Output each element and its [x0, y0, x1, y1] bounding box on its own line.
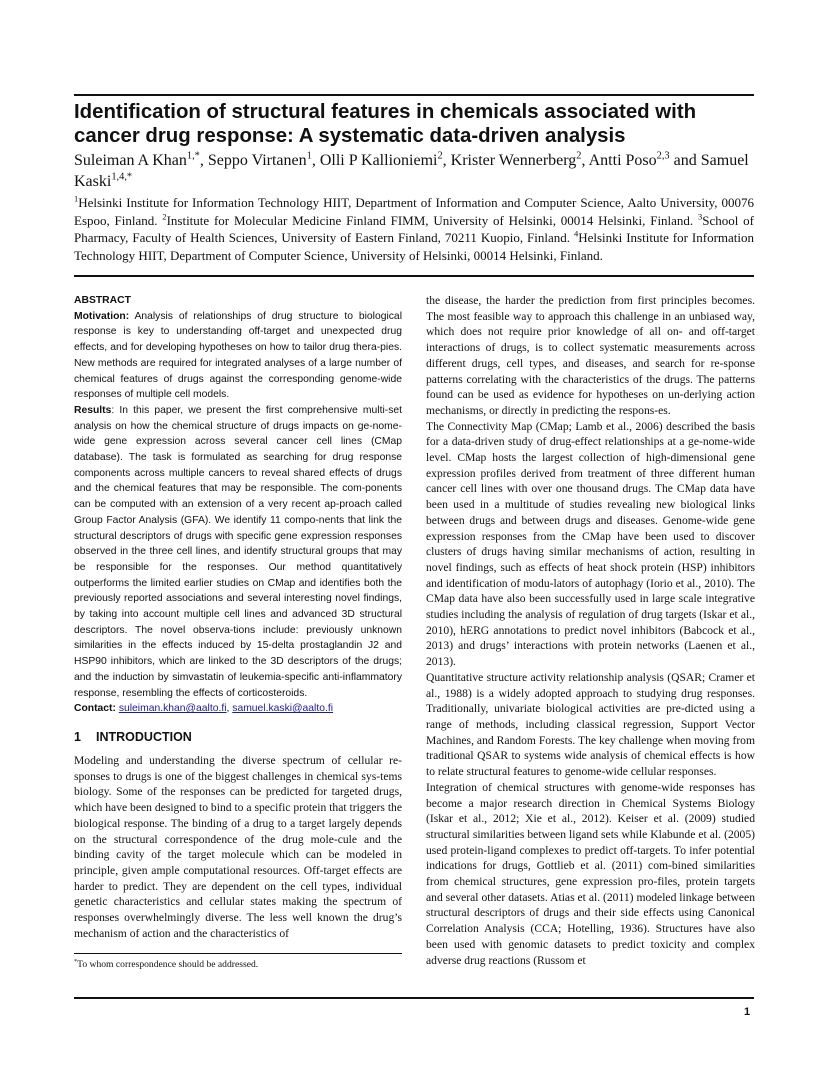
results-text: : In this paper, we present the first comprehensive multi-set analysis on how the chemical structure of drugs impacts on ge-nome-wide gene expression across several cancer cell lines (CMap database). The task is formulated as searching for drug response components across multiple cancers to reveal shared effects of drugs and the chemical features that may be responsible. The com-ponents can be computed with an extension of a very recent ap-proach called Group Factor Analysis (GFA). We identify 11 compo-nents that link the structural descriptors of drugs with specific gene expression responses observed in the three cell lines, and identify structural groups that may be responsible for the responses. Our method quantitatively outperforms the limited earlier studies on CMap and identifies both the previously reported associations and several interesting novel findings, by taking into account multiple cell lines and advanced 3D structural descriptors. The novel observa-tions include: previously unknown similarities in the effects induced by 15-delta prostaglandin J2 and HSP90 inhibitors, which are linked to the 3D descriptors of the drugs; and the induction by simvastatin of leukemia-specific anti-inflammatory response, resembling the effects of corticosteroids. — [74, 404, 402, 699]
author-separator: , — [581, 152, 589, 169]
contact-label: Contact: — [74, 703, 116, 715]
affiliation-mark: 4 — [574, 228, 579, 239]
section-heading-introduction — [74, 729, 402, 745]
author-name: and Samuel Kaski — [74, 152, 749, 190]
footer-rule — [74, 997, 754, 999]
abstract-results — [74, 403, 402, 701]
contact-separator: , — [226, 703, 233, 715]
section-number: 1 — [74, 729, 81, 744]
abstract-contact — [74, 701, 402, 717]
intro-paragraph-1: Modeling and understanding the diverse spectrum of cellular re-sponses to drugs is one of the biggest challenges in chemical sys-tems biology. Some of the responses can be predicted for targeted drugs, which have been designed to bind to a specific protein that triggers the biological response. The binding of a drug to a target largely depends on the structural correspondence of the drug mole-cule and the binding cavity of the target molecule which can be modeled in principle, given ample computational resources. Off-target effects are harder to predict. They are dependent on the cell types, individual genetic characteristics and cellular states making the spectrum of responses overwhelmingly diverse. The less well known the drug’s mechanism of action and the characteristics of — [74, 753, 402, 940]
author-name: Olli P Kallioniemi — [319, 152, 438, 169]
affiliation-mark: 2 — [162, 211, 167, 222]
intro-paragraph-cmap: The Connectivity Map (CMap; Lamb et al., 2006) described the basis for a data-driven study of drug-effect relationships at a ge-nome-wide level. CMap hosts the largest collection of high-dimensional gene expression profiles derived from treatment of three different human cancer cell lines with over one thousand drugs. The CMap data have been used in a multitude of studies revealing new biological links between drugs and between drugs and diseases. Genome-wide gene expression responses from the CMap have been used to discover clusters of drugs having similar mechanisms of action, resulting in novel findings, such as effects of heat shock protein (HSP) inhibitors and identification of modu-lators of autophagy (Iorio et al., 2010). The CMap data have also been successfully used in large scale integrative studies including the analysis of regulation of drug targets (Iskar et al., 2010), hERG annotations to predict novel inhibitors (Babcock et al., 2013) and drugs’ interactions with protein networks (Laenen et al., 2013). — [426, 419, 755, 669]
email-link-kaski[interactable]: samuel.kaski@aalto.fi — [232, 703, 334, 715]
author-name: Antti Poso — [588, 152, 657, 169]
author-separator: , — [311, 152, 320, 169]
author-name: Krister Wennerberg — [450, 152, 577, 169]
affiliation-text: Helsinki Institute for Information Technology HIIT, Department of Computer Science, University of Helsinki, 00014 Helsinki, Finland. — [74, 230, 754, 263]
affiliations — [74, 194, 754, 264]
intro-paragraph-integration: Integration of chemical structures with genome-wide responses has become a major research direction in Chemical Systems Biology (Iskar et al., 2012; Xie et al., 2012). Keiser et al. (2009) studied structural similarities between ligand sets while Klabunde et al. (2005) used protein-ligand complexes to predict off-targets. To infer potential indications for drugs, Gottlieb et al. (2011) com-bined similarities from chemical structures, gene expression pro-files, protein targets and several other datasets. Atias et al. (2011) modeled linkage between structural descriptors of drugs and their side effects using Canonical Correlation Analysis (CCA; Hotelling, 1936). Structures have also been used with genomic datasets to predict toxicity and complex adverse drug reactions (Russom et — [426, 780, 755, 967]
correspondence-footnote — [74, 959, 404, 971]
author-name: Seppo Virtanen — [207, 152, 307, 169]
page-number: 1 — [744, 1006, 751, 1018]
author-list — [74, 151, 764, 192]
affiliation-mark: 3 — [698, 211, 703, 222]
intro-paragraph-2: the disease, the harder the prediction from first principles becomes. The most feasible way to approach this challenge in an unbiased way, which does not require prior knowledge of all on- and off-target interactions of drugs, is to collect systematic measurements across different drugs, cell types, and diseases, and search for re-sponse patterns correlating with the characteristics of the drugs. The patterns found can be used as evidence for hypotheses on un-derlying action mechanisms, or directly in predicting the respons-es. — [426, 294, 755, 417]
affiliation-text: School of Pharmacy, Faculty of Health Sciences, University of Eastern Finland, 70211 Kuopio, Finland. — [74, 212, 754, 246]
right-column — [426, 293, 755, 968]
section-title: INTRODUCTION — [96, 729, 192, 744]
motivation-label: Motivation: — [74, 310, 130, 322]
footnote-rule — [74, 953, 402, 954]
results-label: Results — [74, 404, 112, 416]
top-rule — [74, 94, 754, 96]
abstract-heading: ABSTRACT — [74, 295, 131, 306]
left-column — [74, 293, 402, 941]
author-separator: , — [199, 152, 208, 169]
footnote-mark: * — [74, 957, 78, 965]
motivation-text: Analysis of relationships of drug structure to biological response is key to understanding off-target and unexpected drug effects, and for developing hypotheses on how to tailor drug thera-pies. New methods are required for integrated analyses of a large number of chemical features of drugs against the corresponding genome-wide responses of multiple cell models. — [74, 310, 402, 401]
footnote-text: To whom correspondence should be addressed. — [77, 959, 259, 970]
intro-paragraph-qsar: Quantitative structure activity relationship analysis (QSAR; Cramer et al., 1988) is a widely adopted approach to studying drug responses. Traditionally, univariate biological activities are pre-dicted using a range of methods, including classical regression, Support Vector Machines, and Random Forests. The key challenge when moving from traditional QSAR to systems wide analysis of chemical effects is how to relate structural features to genome-wide cellular responses. — [426, 670, 755, 779]
affiliation-text: Institute for Molecular Medicine Finland FIMM, University of Helsinki, 00014 Helsinki, Finland. — [166, 212, 698, 228]
author-separator: , — [442, 152, 451, 169]
author-affiliation-mark: 2 — [576, 150, 582, 162]
header-bottom-rule — [74, 275, 754, 277]
author-affiliation-mark: 1 — [306, 150, 312, 162]
paper-title: Identification of structural features in chemicals associated with cancer drug response: A systematic data-driven analysis — [74, 101, 697, 147]
email-link-khan[interactable]: suleiman.khan@aalto.fi — [118, 703, 227, 715]
author-affiliation-mark: 2,3 — [656, 150, 670, 162]
affiliation-mark: 1 — [74, 193, 79, 204]
author-affiliation-mark: 1,* — [186, 150, 200, 162]
author-name: Suleiman A Khan — [74, 152, 187, 169]
affiliation-text: Helsinki Institute for Information Technology HIIT, Department of Information and Computer Science, Aalto University, 00076 Espoo, Finland. — [74, 195, 754, 228]
abstract-motivation — [74, 309, 402, 403]
author-affiliation-mark: 1,4,* — [111, 171, 133, 183]
author-affiliation-mark: 2 — [437, 150, 443, 162]
